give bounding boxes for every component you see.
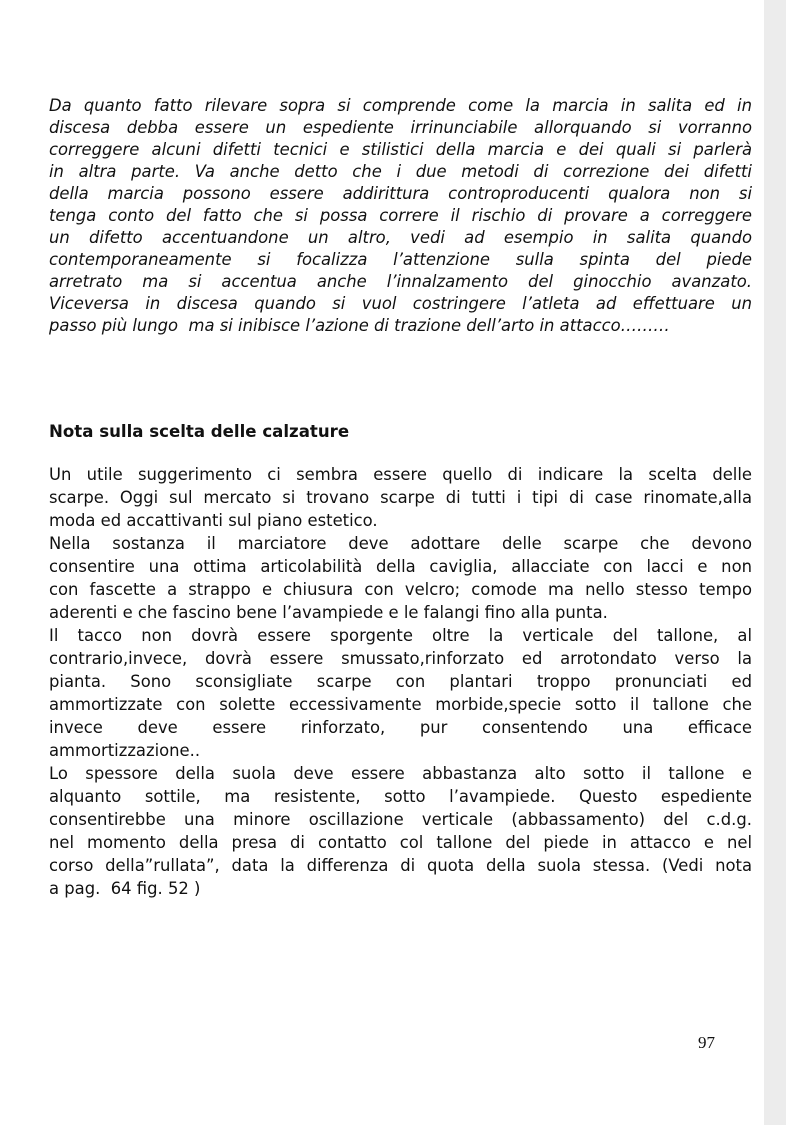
- intro-line: arretrato ma si accentua anche l’innalzamento del ginocchio avanzato.: [49, 272, 752, 291]
- intro-line: passo più lungo ma si inibisce l’azione di trazione dell’arto in attacco………: [49, 316, 670, 335]
- body-line: nel momento della presa di contatto col tallone del piede in attacco e nel: [49, 833, 752, 852]
- body-line: invece deve essere rinforzato, pur consentendo una efficace: [49, 718, 752, 737]
- intro-line: un difetto accentuandone un altro, vedi ad esempio in salita quando: [49, 228, 752, 247]
- intro-line: in altra parte. Va anche detto che i due metodi di correzione dei difetti: [49, 162, 752, 181]
- body-line: moda ed accattivanti sul piano estetico.: [49, 511, 378, 530]
- body-line: Un utile suggerimento ci sembra essere quello di indicare la scelta delle: [49, 465, 752, 484]
- intro-line: della marcia possono essere addirittura controproducenti qualora non si: [49, 184, 752, 203]
- body-line: aderenti e che fascino bene l’avampiede e le falangi fino alla punta.: [49, 603, 608, 622]
- body-line: con fascette a strappo e chiusura con velcro; comode ma nello stesso tempo: [49, 580, 752, 599]
- body-line: alquanto sottile, ma resistente, sotto l’avampiede. Questo espediente: [49, 787, 752, 806]
- intro-line: Da quanto fatto rilevare sopra si comprende come la marcia in salita ed in: [49, 96, 752, 115]
- body-line: scarpe. Oggi sul mercato si trovano scarpe di tutti i tipi di case rinomate,alla: [49, 488, 752, 507]
- body-line: consentire una ottima articolabilità della caviglia, allacciate con lacci e non: [49, 557, 752, 576]
- intro-line: correggere alcuni difetti tecnici e stilistici della marcia e dei quali si parlerà: [49, 140, 752, 159]
- intro-line: tenga conto del fatto che si possa correre il rischio di provare a correggere: [49, 206, 752, 225]
- body-line: consentirebbe una minore oscillazione verticale (abbassamento) del c.d.g.: [49, 810, 752, 829]
- section-heading: Nota sulla scelta delle calzature: [49, 422, 350, 441]
- body-line: ammortizzate con solette eccessivamente morbide,specie sotto il tallone che: [49, 695, 752, 714]
- body-line: corso della”rullata”, data la differenza di quota della suola stessa. (Vedi nota: [49, 856, 752, 875]
- body-line: Nella sostanza il marciatore deve adottare delle scarpe che devono: [49, 534, 752, 553]
- page-number: 97: [698, 1033, 715, 1052]
- body-line: Il tacco non dovrà essere sporgente oltre la verticale del tallone, al: [49, 626, 752, 645]
- body-line: Lo spessore della suola deve essere abbastanza alto sotto il tallone e: [49, 764, 752, 783]
- intro-line: contemporaneamente si focalizza l’attenzione sulla spinta del piede: [49, 250, 752, 269]
- intro-line: discesa debba essere un espediente irrinunciabile allorquando si vorranno: [49, 118, 752, 137]
- body-line: ammortizzazione..: [49, 741, 201, 760]
- page-margin-strip: [764, 0, 786, 1125]
- intro-line: Viceversa in discesa quando si vuol costringere l’atleta ad effettuare un: [49, 294, 752, 313]
- body-line: pianta. Sono sconsigliate scarpe con plantari troppo pronunciati ed: [49, 672, 752, 691]
- body-line: a pag. 64 fig. 52 ): [49, 879, 201, 898]
- body-line: contrario,invece, dovrà essere smussato,rinforzato ed arrotondato verso la: [49, 649, 752, 668]
